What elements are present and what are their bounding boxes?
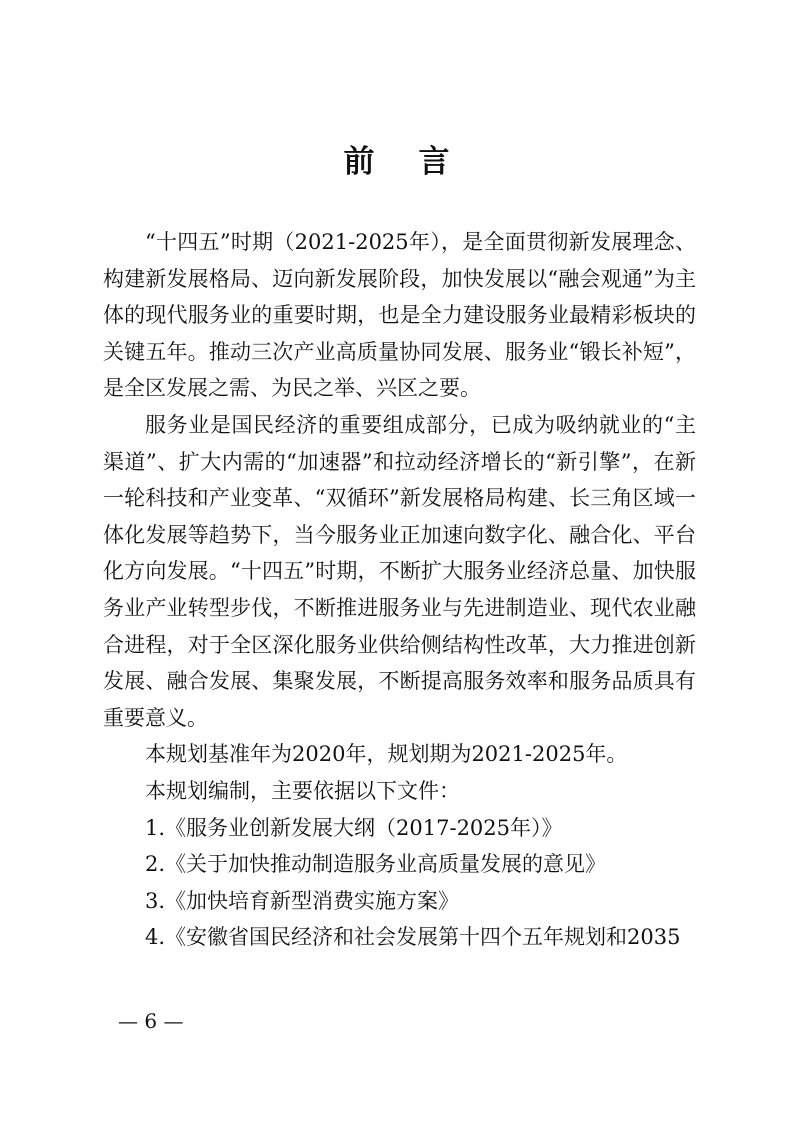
list-item: 1.《服务业创新发展大纲（2017-2025年）》 <box>145 815 563 840</box>
list-item: 3.《加快培育新型消费实施方案》 <box>145 888 460 913</box>
page-title: 前言 <box>343 144 494 180</box>
page-number: — 6 — <box>118 1009 184 1033</box>
paragraph: 本规划编制，主要依据以下文件： <box>145 778 460 803</box>
list-item: 2.《关于加快推动制造服务业高质量发展的意见》 <box>145 852 607 877</box>
list-item: 4.《安徽省国民经济和社会发展第十四个五年规划和2035 <box>145 925 681 950</box>
paragraph: 服务业是国民经济的重要组成部分，已成为吸纳就业的“主渠道”、扩大内需的“加速器”和拉动经济增长的“新引擎”，在新一轮科技和产业变革、“双循环”新发展格局构建、长三角区域一体化发展等趋势下，当今服务业正加速向数字化、融合化、平台化方向发展。“十四五”时期，不断扩大服务业经济总量、加快服务业产业转型步伐，不断推进服务业与先进制造业、现代农业融合进程，对于全区深化服务业供给侧结构性改革，大力推进创新发展、融合发展、集聚发展，不断提高服务效率和服务品质具有重要意义。 <box>103 412 696 730</box>
body-text <box>103 224 696 956</box>
paragraph: 本规划基准年为2020年，规划期为2021-2025年。 <box>145 742 628 767</box>
paragraph: “十四五”时期（2021-2025年），是全面贯彻新发展理念、构建新发展格局、迈向新发展阶段，加快发展以“融会观通”为主体的现代服务业的重要时期，也是全力建设服务业最精彩板块的关键五年。推动三次产业高质量协同发展、服务业“锻长补短”，是全区发展之需、为民之举、兴区之要。 <box>103 230 696 401</box>
